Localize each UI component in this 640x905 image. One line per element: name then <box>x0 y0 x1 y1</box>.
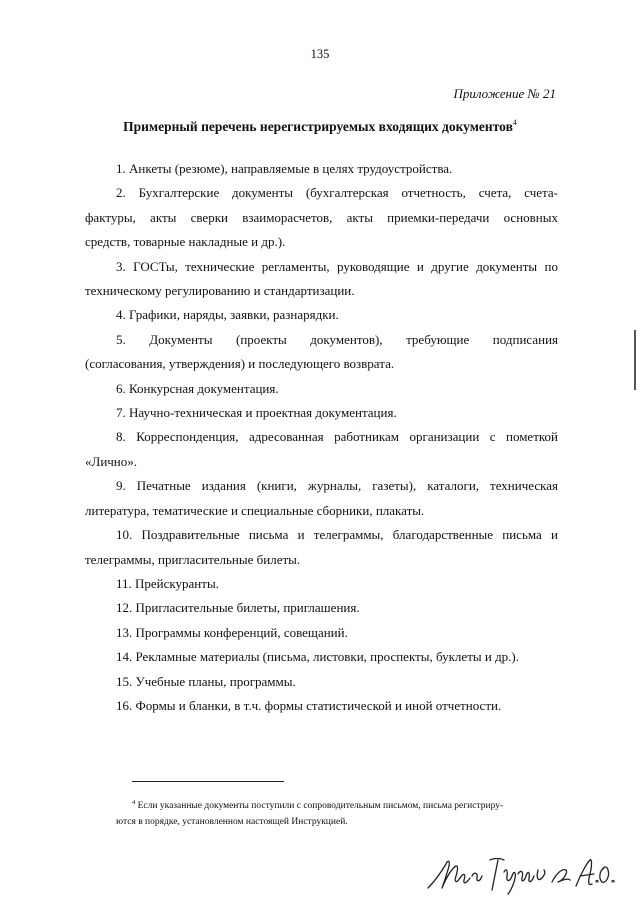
footnote-text: Если указанные документы поступили с сопроводительным письмом, письма регистриру- <box>137 801 504 811</box>
list-item-line: средств, товарные накладные и др.). <box>85 234 286 250</box>
list-item <box>85 328 558 377</box>
footnote <box>116 795 562 830</box>
scan-edge-mark <box>634 330 636 390</box>
document-list <box>85 157 558 718</box>
list-item-line: 16. Формы и бланки, в т.ч. формы статистической и иной отчетности. <box>116 697 502 713</box>
list-item-line: 11. Прейскуранты. <box>116 575 219 591</box>
list-item <box>116 670 558 694</box>
list-item <box>85 425 558 474</box>
list-item <box>85 523 558 572</box>
list-item <box>85 181 558 254</box>
list-item-line: 5. Документы (проекты документов), требующие подписания <box>116 331 558 347</box>
list-item-line: «Лично». <box>85 453 138 469</box>
page-number: 135 <box>310 47 330 61</box>
list-item-line: телеграммы, пригласительные билеты. <box>85 551 301 567</box>
list-item-line: 14. Рекламные материалы (письма, листовки, проспекты, буклеты и др.). <box>116 649 520 665</box>
document-title-text: Примерный перечень нерегистрируемых входящих документов <box>123 119 513 134</box>
list-item <box>116 596 558 620</box>
footnote-line <box>116 795 562 814</box>
list-item-line: 4. Графики, наряды, заявки, разнарядки. <box>116 307 339 323</box>
footnote-line: ются в порядке, установленном настоящей Инструкцией. <box>116 817 348 827</box>
list-item-line: техническому регулированию и стандартизации. <box>85 283 355 299</box>
list-item-line: 3. ГОСТы, технические регламенты, руководящие и другие документы по <box>116 258 558 274</box>
list-item-line: 9. Печатные издания (книги, журналы, газеты), каталоги, техническая <box>116 478 558 494</box>
list-item-line: 12. Пригласительные билеты, приглашения. <box>116 600 360 616</box>
list-item-line: фактуры, акты сверки взаиморасчетов, акты приемки-передачи основных <box>85 209 558 225</box>
list-item <box>116 377 558 401</box>
appendix-label: Приложение № 21 <box>453 86 556 101</box>
list-item <box>116 694 558 718</box>
document-title <box>0 118 640 135</box>
list-item <box>85 255 558 304</box>
list-item-line: (согласования, утверждения) и последующего возврата. <box>85 356 395 372</box>
list-item-line: 13. Программы конференций, совещаний. <box>116 624 348 640</box>
list-item <box>116 157 558 181</box>
list-item <box>116 621 558 645</box>
list-item <box>85 474 558 523</box>
footnote-mark: 4 <box>132 799 136 806</box>
list-item-line: 10. Поздравительные письма и телеграммы, благодарственные письма и <box>116 527 558 543</box>
list-item <box>116 572 558 596</box>
list-item-line: 8. Корреспонденция, адресованная работникам организации с пометкой <box>116 429 558 445</box>
list-item-line: 15. Учебные планы, программы. <box>116 673 296 689</box>
list-item-line: литература, тематические и специальные сборники, плакаты. <box>85 502 425 518</box>
list-item-line: 7. Научно-техническая и проектная документация. <box>116 405 397 421</box>
list-item-line: 1. Анкеты (резюме), направляемые в целях трудоустройства. <box>116 161 453 176</box>
title-footnote-mark: 4 <box>512 118 517 127</box>
list-item <box>116 401 558 425</box>
list-item <box>116 303 558 327</box>
list-item-line: 2. Бухгалтерские документы (бухгалтерская отчетность, счета, счета- <box>116 185 558 201</box>
handwritten-signature <box>420 852 620 897</box>
list-item-line: 6. Конкурсная документация. <box>116 380 279 396</box>
list-item <box>116 645 558 669</box>
footnote-divider <box>132 781 284 782</box>
